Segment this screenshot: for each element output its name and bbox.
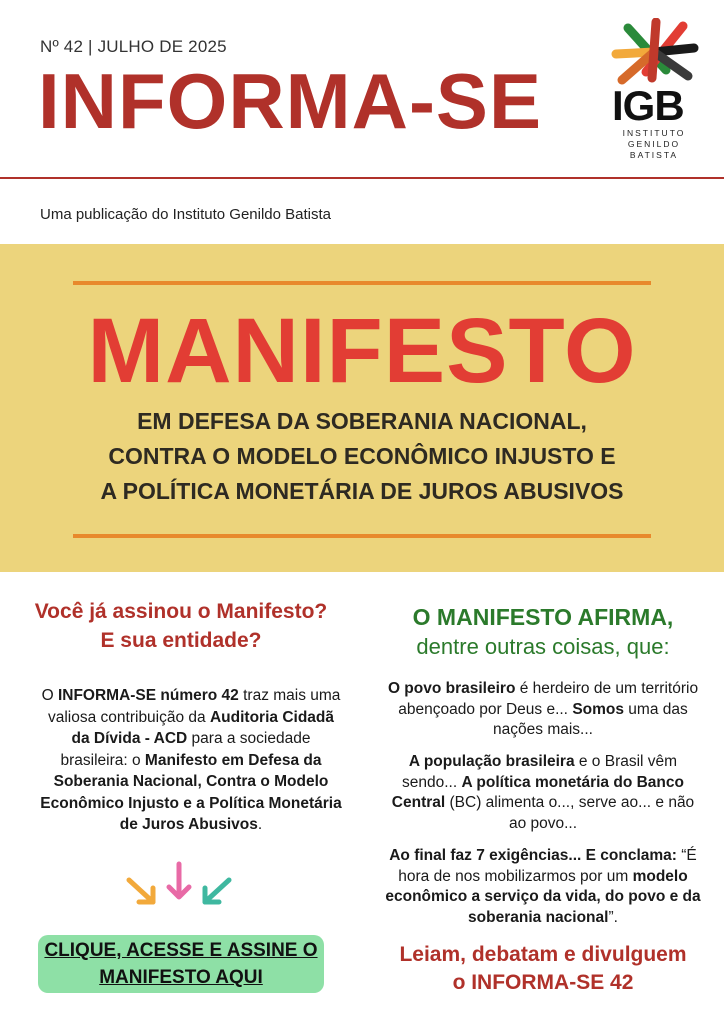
arrows-decoration xyxy=(125,860,235,910)
banner-subtitle: EM DEFESA DA SOBERANIA NACIONAL, CONTRA O MODELO ECONÔMICO INJUSTO E A POLÍTICA MONETÁRIA DE JUROS ABUSIVOS xyxy=(100,408,624,504)
claim-paragraph-2: A população brasileira e o Brasil vêm sendo... A política monetária do Banco Central (BC) alimenta o..., serve ao... e não ao povo... xyxy=(391,753,695,832)
claim-paragraph-3: Ao final faz 7 exigências... E conclama: “É hora de nos mobilizarmos por um modelo econômico a serviço da vida, do povo e da soberania nacional”. xyxy=(385,847,701,926)
arrow-down-right-icon xyxy=(129,880,153,902)
banner-bottom-rule xyxy=(73,534,651,538)
arrow-down-icon xyxy=(169,864,189,897)
header-divider xyxy=(0,177,724,179)
logo-text: IGB xyxy=(612,82,684,129)
arrow-down-left-icon xyxy=(205,880,229,902)
sign-manifesto-link-wrapper xyxy=(26,935,336,993)
sign-manifesto-link[interactable]: CLIQUE, ACESSE E ASSINE O MANIFESTO AQUI xyxy=(38,935,323,993)
closing-call: Leiam, debatam e divulguem o INFORMA-SE 42 xyxy=(399,943,687,994)
intro-paragraph: O INFORMA-SE número 42 traz mais uma valiosa contribuição da Auditoria Cidadã da Dívida - ACD para a sociedade brasileira: o Manifesto em Defesa da Soberania Nacional, Contra o Modelo Econômico Injusto e a Política Monetária de Juros Abusivos. xyxy=(40,687,342,833)
signature-question: Você já assinou o Manifesto? E sua entidade? xyxy=(34,600,328,652)
tagline: Uma publicação do Instituto Genildo Batista xyxy=(40,206,331,223)
claim-paragraph-1: O povo brasileiro é herdeiro de um território abençoado por Deus e... Somos uma das nações mais... xyxy=(387,680,699,738)
newsletter-title: INFORMA-SE xyxy=(38,57,542,145)
logo-subtitle: INSTITUTO GENILDO BATISTA xyxy=(622,128,686,160)
issue-info: Nº 42 | JULHO DE 2025 xyxy=(40,37,227,56)
banner-title: MANIFESTO xyxy=(87,300,637,402)
banner-top-rule xyxy=(73,281,651,285)
manifesto-claims-subheading: dentre outras coisas, que: xyxy=(416,634,670,659)
manifesto-claims-heading: O MANIFESTO AFIRMA, xyxy=(412,604,674,630)
